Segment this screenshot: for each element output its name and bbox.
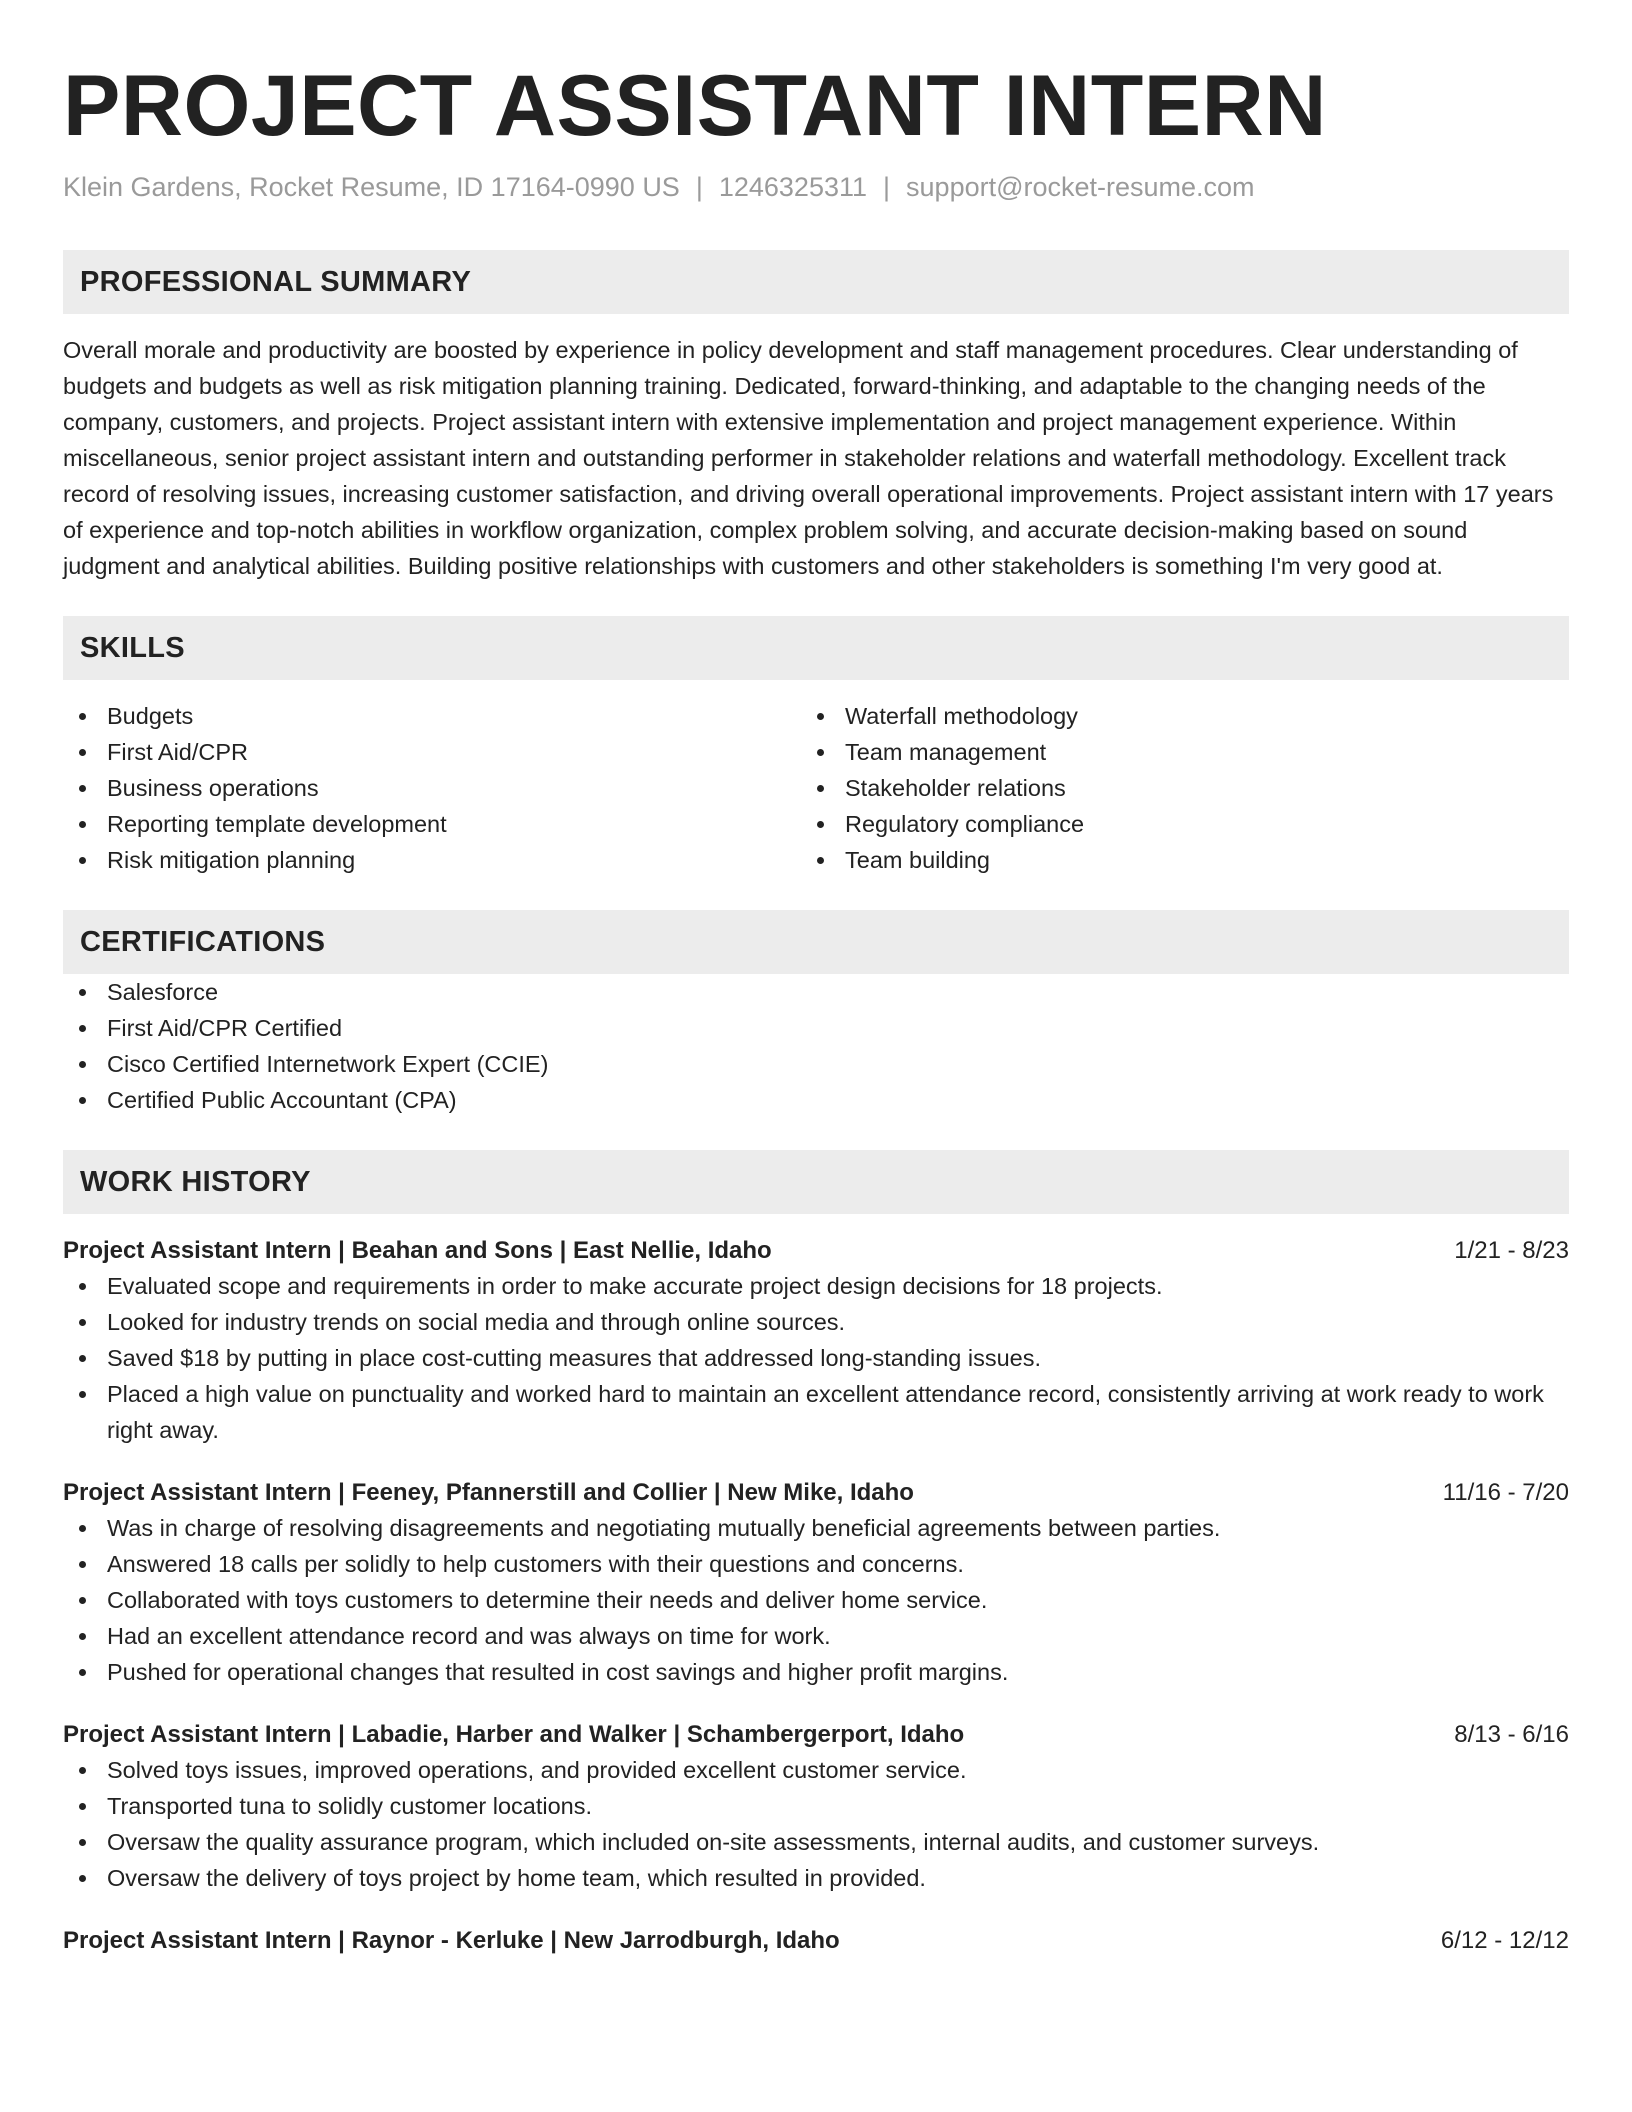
job-entry <box>63 1924 1569 1958</box>
skills-column-left <box>63 698 801 878</box>
job-dates: 1/21 - 8/23 <box>1454 1237 1569 1264</box>
job-dates: 11/16 - 7/20 <box>1442 1479 1569 1506</box>
job-bullet: Transported tuna to solidly customer locations. <box>63 1788 1569 1824</box>
skill-item: Reporting template development <box>63 806 801 842</box>
job-header <box>63 1924 1569 1958</box>
job-header <box>63 1234 1569 1268</box>
resume-name: PROJECT ASSISTANT INTERN <box>63 58 1327 154</box>
job-bullet: Was in charge of resolving disagreements and negotiating mutually beneficial agreements between parties. <box>63 1510 1569 1546</box>
contact-separator: | <box>695 172 703 202</box>
contact-phone: 1246325311 <box>718 172 868 202</box>
job-bullet: Pushed for operational changes that resulted in cost savings and higher profit margins. <box>63 1654 1569 1690</box>
skill-item: Stakeholder relations <box>801 770 1539 806</box>
job-bullet: Evaluated scope and requirements in order to make accurate project design decisions for 18 projects. <box>63 1268 1569 1304</box>
job-bullet: Looked for industry trends on social media and through online sources. <box>63 1304 1569 1340</box>
job-title: Project Assistant Intern | Labadie, Harber and Walker | Schambergerport, Idaho <box>63 1721 965 1748</box>
summary-text: Overall morale and productivity are boosted by experience in policy development and staff management procedures. Clear understanding of budgets and budgets as well as risk mitigation planning training. Dedicated, forward-thinking, and adaptable to the changing needs of the company, customers, and projects. Project assistant intern with extensive implementation and project management experience. Within miscellaneous, senior project assistant intern and outstanding performer in stakeholder relations and waterfall methodology. Excellent track record of resolving issues, increasing customer satisfaction, and driving overall operational improvements. Project assistant intern with 17 years of experience and top-notch abilities in workflow organization, complex problem solving, and accurate decision-making based on sound judgment and analytical abilities. Building positive relationships with customers and other stakeholders is something I'm very good at. <box>63 337 1554 579</box>
certifications-list <box>63 974 1569 1118</box>
job-bullets <box>63 1268 1569 1448</box>
contact-line <box>63 170 1569 204</box>
job-dates: 6/12 - 12/12 <box>1440 1927 1569 1954</box>
job-bullets <box>63 1510 1569 1690</box>
section-header-work-history: WORK HISTORY <box>63 1150 1569 1214</box>
job-title: Project Assistant Intern | Beahan and Sons | East Nellie, Idaho <box>63 1237 772 1264</box>
job-bullet: Oversaw the quality assurance program, which included on-site assessments, internal audits, and customer surveys. <box>63 1824 1569 1860</box>
job-bullets <box>63 1752 1569 1896</box>
job-entry <box>63 1476 1569 1690</box>
certification-item: Certified Public Accountant (CPA) <box>63 1082 1569 1118</box>
certification-item: First Aid/CPR Certified <box>63 1010 1569 1046</box>
job-header <box>63 1718 1569 1752</box>
skill-item: First Aid/CPR <box>63 734 801 770</box>
skill-item: Waterfall methodology <box>801 698 1539 734</box>
job-entry <box>63 1718 1569 1896</box>
section-header-skills: SKILLS <box>63 616 1569 680</box>
job-bullet: Saved $18 by putting in place cost-cutting measures that addressed long-standing issues. <box>63 1340 1569 1376</box>
job-bullet: Had an excellent attendance record and was always on time for work. <box>63 1618 1569 1654</box>
job-title: Project Assistant Intern | Raynor - Kerluke | New Jarrodburgh, Idaho <box>63 1927 840 1954</box>
skill-item: Risk mitigation planning <box>63 842 801 878</box>
job-header <box>63 1476 1569 1510</box>
contact-separator: | <box>883 172 891 202</box>
skill-item: Business operations <box>63 770 801 806</box>
skill-item: Team building <box>801 842 1539 878</box>
job-bullet: Placed a high value on punctuality and worked hard to maintain an excellent attendance record, consistently arriving at work ready to work right away. <box>63 1376 1569 1448</box>
certification-item: Cisco Certified Internetwork Expert (CCIE) <box>63 1046 1569 1082</box>
job-bullet: Oversaw the delivery of toys project by home team, which resulted in provided. <box>63 1860 1569 1896</box>
certification-item: Salesforce <box>63 974 1569 1010</box>
skills-list <box>63 698 1569 878</box>
section-header-summary: PROFESSIONAL SUMMARY <box>63 250 1569 314</box>
job-dates: 8/13 - 6/16 <box>1454 1721 1569 1748</box>
contact-email: support@rocket-resume.com <box>906 172 1255 202</box>
job-bullet: Solved toys issues, improved operations, and provided excellent customer service. <box>63 1752 1569 1788</box>
section-header-certifications: CERTIFICATIONS <box>63 910 1569 974</box>
job-bullet: Collaborated with toys customers to determine their needs and deliver home service. <box>63 1582 1569 1618</box>
skill-item: Regulatory compliance <box>801 806 1539 842</box>
skills-column-right <box>801 698 1539 878</box>
contact-address: Klein Gardens, Rocket Resume, ID 17164-0990 US <box>63 172 680 202</box>
skill-item: Budgets <box>63 698 801 734</box>
job-title: Project Assistant Intern | Feeney, Pfannerstill and Collier | New Mike, Idaho <box>63 1479 914 1506</box>
job-entry <box>63 1234 1569 1448</box>
job-bullet: Answered 18 calls per solidly to help customers with their questions and concerns. <box>63 1546 1569 1582</box>
skill-item: Team management <box>801 734 1539 770</box>
